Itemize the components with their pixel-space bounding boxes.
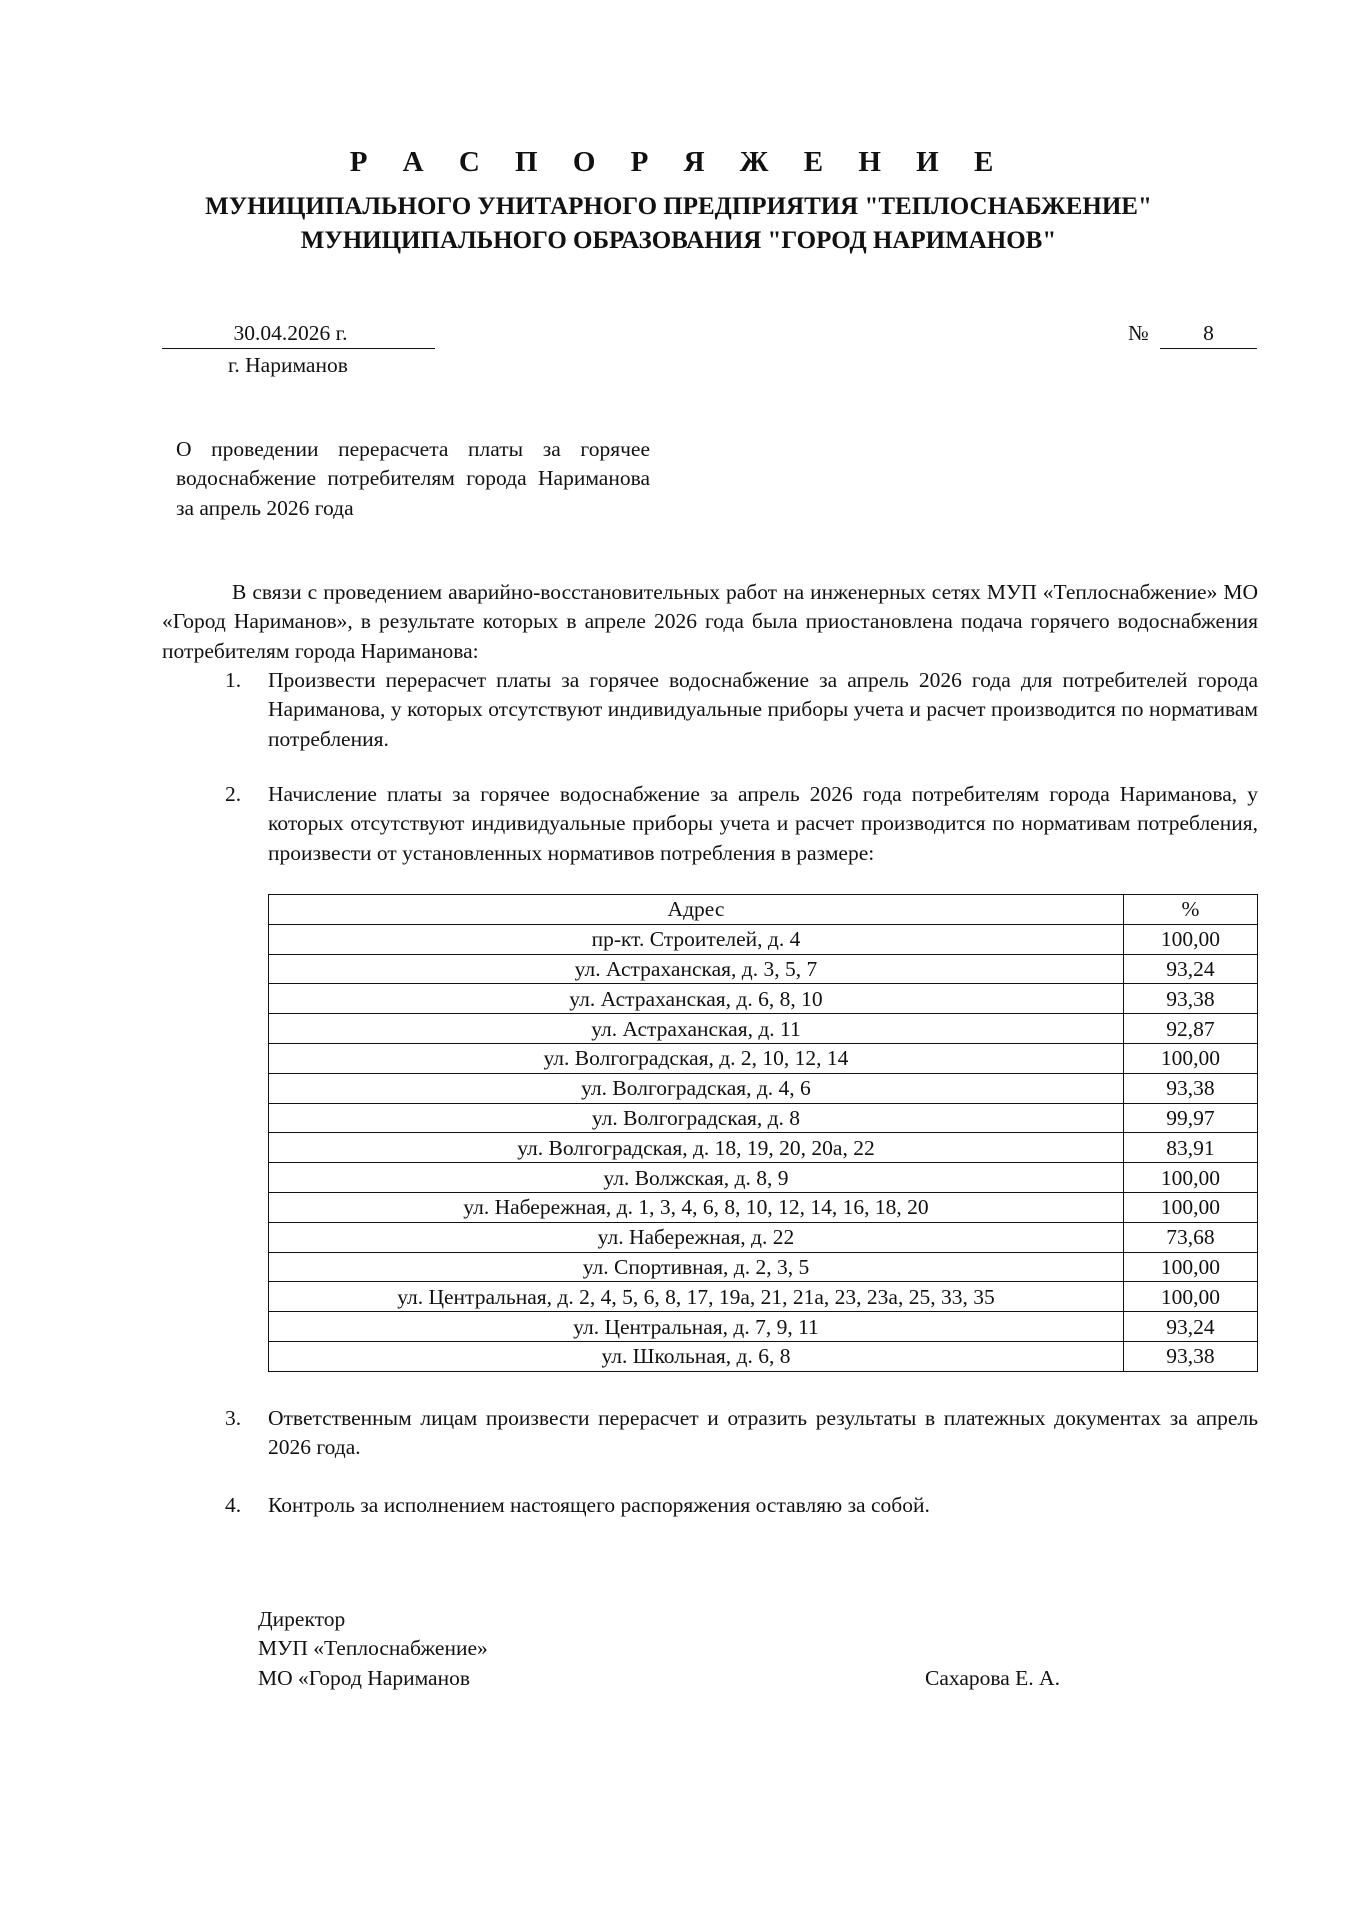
document-date: 30.04.2026 г. xyxy=(233,321,348,345)
address-cell: пр-кт. Строителей, д. 4 xyxy=(269,924,1124,954)
percent-cell: 100,00 xyxy=(1123,924,1257,954)
address-cell: ул. Астраханская, д. 3, 5, 7 xyxy=(269,954,1124,984)
table-row xyxy=(269,1163,1258,1193)
percent-cell: 93,38 xyxy=(1123,984,1257,1014)
table-row xyxy=(269,1043,1258,1073)
table-row xyxy=(269,1282,1258,1312)
address-cell: ул. Центральная, д. 2, 4, 5, 6, 8, 17, 19а, 21, 21а, 23, 23а, 25, 33, 35 xyxy=(269,1282,1124,1312)
table-body xyxy=(269,924,1258,1371)
address-cell: ул. Астраханская, д. 6, 8, 10 xyxy=(269,984,1124,1014)
table-row xyxy=(269,1312,1258,1342)
table-row xyxy=(269,1192,1258,1222)
document-number-field xyxy=(1160,318,1257,349)
table-row xyxy=(269,1341,1258,1371)
percent-cell: 100,00 xyxy=(1123,1282,1257,1312)
address-cell: ул. Волгоградская, д. 4, 6 xyxy=(269,1073,1124,1103)
column-header-percent: % xyxy=(1123,895,1257,925)
table-header-row xyxy=(269,895,1258,925)
document-subject: О проведении перерасчета платы за горячее водоснабжение потребителям города Нариманова за апрель 2026 года xyxy=(176,437,650,520)
percent-cell: 83,91 xyxy=(1123,1133,1257,1163)
address-cell: ул. Волгоградская, д. 2, 10, 12, 14 xyxy=(269,1043,1124,1073)
number-sign: № xyxy=(1128,321,1149,345)
signature-block xyxy=(258,1605,488,1693)
percent-cell: 100,00 xyxy=(1123,1192,1257,1222)
document-number: 8 xyxy=(1203,321,1214,345)
document-title: Р А С П О Р Я Ж Е Н И Е xyxy=(349,146,1008,178)
organization-line-1: МУНИЦИПАЛЬНОГО УНИТАРНОГО ПРЕДПРИЯТИЯ "ТЕПЛОСНАБЖЕНИЕ" xyxy=(205,193,1152,220)
list-item-number: 2. xyxy=(225,782,242,806)
table-row xyxy=(269,1103,1258,1133)
intro-text: В связи с проведением аварийно-восстановительных работ на инженерных сетях МУП «Теплоснабжение» МО «Город Нариманов», в результате которых в апреле 2026 года была приостановлена подача горячего водоснабжения потребителям города Нариманова: xyxy=(162,580,1258,663)
address-cell: ул. Центральная, д. 7, 9, 11 xyxy=(269,1312,1124,1342)
signatory-org-line-1: МУП «Теплоснабжение» xyxy=(258,1636,488,1661)
address-cell: ул. Набережная, д. 22 xyxy=(269,1222,1124,1252)
column-header-address: Адрес xyxy=(269,895,1124,925)
list-item-text: Контроль за исполнением настоящего распоряжения оставляю за собой. xyxy=(268,1493,930,1517)
table-row xyxy=(269,1014,1258,1044)
percent-cell: 93,38 xyxy=(1123,1341,1257,1371)
table-row xyxy=(269,924,1258,954)
percent-cell: 92,87 xyxy=(1123,1014,1257,1044)
document-city: г. Нариманов xyxy=(228,353,348,377)
list-item-text: Произвести перерасчет платы за горячее водоснабжение за апрель 2026 года для потребителей города Нариманова, у которых отсутствуют индивидуальные приборы учета и расчет производится по нормативам потребления. xyxy=(268,668,1258,751)
signatory-name: Сахарова Е. А. xyxy=(925,1666,1060,1690)
intro-paragraph xyxy=(162,578,1258,666)
percent-cell: 73,68 xyxy=(1123,1222,1257,1252)
list-item-text: Начисление платы за горячее водоснабжение за апрель 2026 года потребителям города Нариманова, у которых отсутствуют индивидуальные приборы учета и расчет производится по нормативам потребления, произвести от установленных нормативов потребления в размере: xyxy=(268,782,1258,865)
table-row xyxy=(269,954,1258,984)
table-row xyxy=(269,984,1258,1014)
table-row xyxy=(269,1222,1258,1252)
percent-cell: 93,38 xyxy=(1123,1073,1257,1103)
list-item-number: 1. xyxy=(225,668,242,692)
percent-cell: 99,97 xyxy=(1123,1103,1257,1133)
rates-table xyxy=(268,894,1258,1372)
document-date-field xyxy=(162,318,435,349)
address-cell: ул. Волгоградская, д. 8 xyxy=(269,1103,1124,1133)
table-row xyxy=(269,1252,1258,1282)
list-item-number: 3. xyxy=(225,1406,242,1430)
percent-cell: 100,00 xyxy=(1123,1163,1257,1193)
organization-line-2: МУНИЦИПАЛЬНОГО ОБРАЗОВАНИЯ "ГОРОД НАРИМАНОВ" xyxy=(300,227,1057,254)
address-cell: ул. Волжская, д. 8, 9 xyxy=(269,1163,1124,1193)
table-row xyxy=(269,1133,1258,1163)
signatory-position: Директор xyxy=(258,1607,346,1631)
table-row xyxy=(269,1073,1258,1103)
address-cell: ул. Астраханская, д. 11 xyxy=(269,1014,1124,1044)
percent-cell: 100,00 xyxy=(1123,1043,1257,1073)
signatory-org-line-2: МО «Город Нариманов xyxy=(258,1665,470,1690)
list-item-text: Ответственным лицам произвести перерасчет и отразить результаты в платежных документах за апрель 2026 года. xyxy=(268,1406,1258,1460)
address-cell: ул. Волгоградская, д. 18, 19, 20, 20а, 22 xyxy=(269,1133,1124,1163)
list-item-number: 4. xyxy=(225,1493,242,1517)
address-cell: ул. Спортивная, д. 2, 3, 5 xyxy=(269,1252,1124,1282)
percent-cell: 100,00 xyxy=(1123,1252,1257,1282)
address-cell: ул. Набережная, д. 1, 3, 4, 6, 8, 10, 12, 14, 16, 18, 20 xyxy=(269,1192,1124,1222)
percent-cell: 93,24 xyxy=(1123,1312,1257,1342)
percent-cell: 93,24 xyxy=(1123,954,1257,984)
address-cell: ул. Школьная, д. 6, 8 xyxy=(269,1341,1124,1371)
